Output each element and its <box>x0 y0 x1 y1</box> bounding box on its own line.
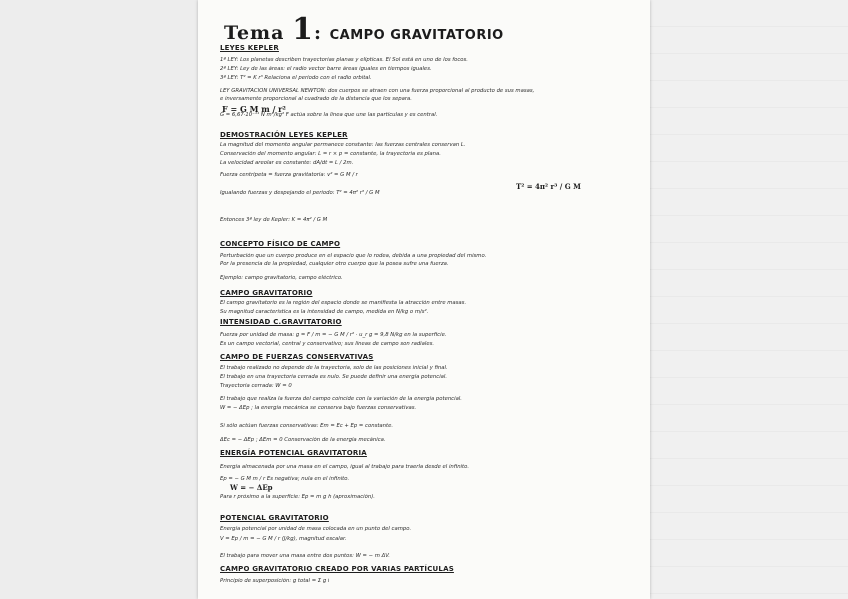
note-line: 1ª LEY: Los planetas describen trayectorias planas y elípticas. El Sol está en uno de los focos. <box>220 57 468 63</box>
title-prefix: Tema <box>224 22 285 44</box>
formula: T² = 4π² r³ / G M <box>516 182 581 191</box>
note-line: Su magnitud característica es la intensidad de campo, medida en N/kg o m/s². <box>220 309 429 315</box>
note-line: Energía potencial por unidad de masa colocada en un punto del campo. <box>220 526 412 532</box>
note-line: Fuerza centrípeta = fuerza gravitatoria: v² = G M / r <box>220 172 358 178</box>
section-heading: INTENSIDAD C.GRAVITATORIO <box>220 318 342 326</box>
section-heading: CAMPO GRAVITATORIO CREADO POR VARIAS PARTÍCULAS <box>220 565 454 573</box>
note-line: Energía almacenada por una masa en el campo, igual al trabajo para traerla desde el infinito. <box>220 464 470 470</box>
note-line: La magnitud del momento angular permanece constante: las fuerzas centrales conservan L. <box>220 142 466 148</box>
note-line: Es un campo vectorial, central y conservativo; sus líneas de campo son radiales. <box>220 341 435 347</box>
note-line: Conservación del momento angular: L = r × p = constante, la trayectoria es plana. <box>220 151 441 157</box>
section-heading: CAMPO DE FUERZAS CONSERVATIVAS <box>220 353 374 361</box>
note-line: El trabajo realizado no depende de la trayectoria, solo de las posiciones inicial y final. <box>220 365 448 371</box>
note-line: Ep = − G M m / r Es negativa; nula en el infinito. <box>220 476 350 482</box>
note-line: 3ª LEY: T² = K r³ Relaciona el periodo con el radio orbital. <box>220 75 372 81</box>
formula: F = G M m / r² <box>222 104 286 114</box>
title-separator: : <box>313 22 322 44</box>
note-line: Fuerza por unidad de masa: g = F / m = − G M / r² · u_r g = 9,8 N/kg en la superficie. <box>220 332 447 338</box>
note-line: Si sólo actúan fuerzas conservativas: Em = Ec + Ep = constante. <box>220 423 394 429</box>
title-number: 1 <box>292 12 314 47</box>
page-title <box>224 12 504 47</box>
section-heading: CAMPO GRAVITATORIO <box>220 289 313 297</box>
note-line: LEY GRAVITACIÓN UNIVERSAL NEWTON: dos cuerpos se atraen con una fuerza proporcional al producto de sus masas, <box>220 88 535 94</box>
formula: W = − ΔEp <box>230 483 273 492</box>
adjacent-page-bleed <box>650 0 848 599</box>
notebook-page <box>198 0 650 599</box>
note-line: Ejemplo: campo gravitatorio, campo eléctrico. <box>220 275 343 281</box>
note-line: El trabajo para mover una masa entre dos puntos: W = − m ΔV. <box>220 553 390 559</box>
note-line: V = Ep / m = − G M / r (J/kg), magnitud escalar. <box>220 536 347 542</box>
note-line: ΔEc = − ΔEp ; ΔEm = 0 Conservación de la energía mecánica. <box>220 437 386 443</box>
note-line: Para r próximo a la superficie: Ep = m g h (aproximación). <box>220 494 375 500</box>
section-heading: CONCEPTO FÍSICO DE CAMPO <box>220 240 341 248</box>
note-line: La velocidad areolar es constante: dA/dt = L / 2m. <box>220 160 354 166</box>
note-line: Igualando fuerzas y despejando el periodo: T² = 4π² r³ / G M <box>220 190 380 196</box>
section-heading: POTENCIAL GRAVITATORIO <box>220 514 329 522</box>
note-line: El campo gravitatorio es la región del espacio donde se manifiesta la atracción entre masas. <box>220 300 467 306</box>
section-heading: LEYES KEPLER <box>220 44 279 52</box>
note-line: Principio de superposición: g total = Σ g i <box>220 578 330 584</box>
note-line: Trayectoria cerrada: W = 0 <box>220 383 292 389</box>
note-line: W = − ΔEp ; la energía mecánica se conserva bajo fuerzas conservativas. <box>220 405 417 411</box>
section-heading: ENERGÍA POTENCIAL GRAVITATORIA <box>220 449 367 457</box>
note-line: e inversamente proporcional al cuadrado de la distancia que los separa. <box>220 96 412 102</box>
title-subject: CAMPO GRAVITATORIO <box>329 28 504 43</box>
note-line: Entonces 3ª ley de Kepler: K = 4π² / G M <box>220 217 328 223</box>
note-line: El trabajo en una trayectoria cerrada es nulo. Se puede definir una energía potencial. <box>220 374 448 380</box>
note-line: Por la presencia de la propiedad, cualquier otro cuerpo que la posea sufre una fuerza. <box>220 261 449 267</box>
note-line: G = 6,67·10⁻¹¹ N m²/kg² F actúa sobre la línea que une las partículas y es central. <box>220 112 438 118</box>
note-line: El trabajo que realiza la fuerza del campo coincide con la variación de la energía potencial. <box>220 396 462 402</box>
note-line: Perturbación que un cuerpo produce en el espacio que lo rodea, debida a una propiedad del mismo. <box>220 253 487 259</box>
section-heading: DEMOSTRACIÓN LEYES KEPLER <box>220 131 348 139</box>
note-line: 2ª LEY: Ley de las áreas: el radio vector barre áreas iguales en tiempos iguales. <box>220 66 432 72</box>
